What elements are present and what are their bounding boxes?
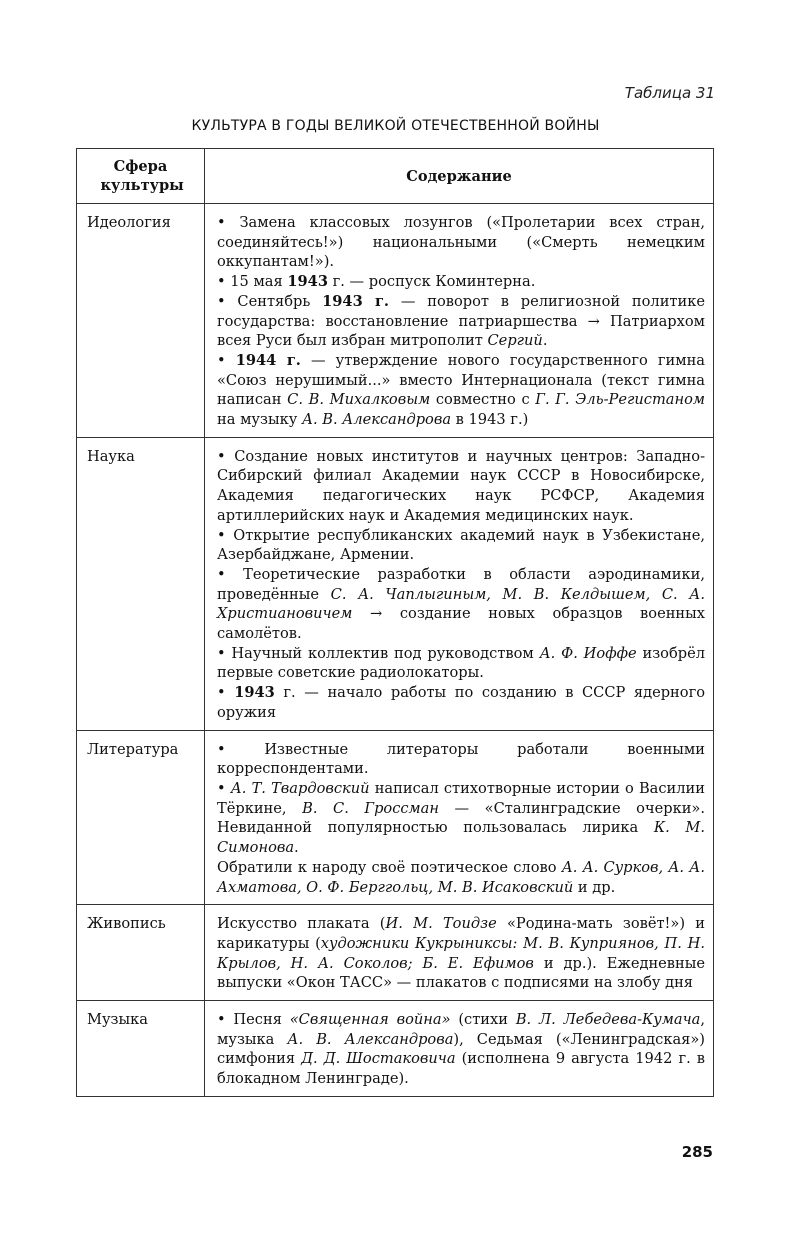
content-cell — [205, 1001, 714, 1097]
content-paragraph — [217, 213, 705, 272]
text-segment: • — [217, 684, 235, 702]
name-text: С. А. Чаплыгиным, М. В. Келдышем, С. А. Христиановичем — [217, 585, 705, 623]
table-row — [77, 437, 714, 730]
text-segment: и др.). Ежедневные выпуски «Окон ТАСС» — плакатов с подписями на злобу дня — [217, 954, 705, 992]
header-content: Содержание — [205, 149, 714, 204]
culture-table — [76, 148, 714, 1097]
content-paragraph — [217, 565, 705, 644]
text-segment: → создание новых образцов военных самолётов. — [217, 605, 705, 643]
text-segment: • Известные литераторы работали военными корреспондентами. — [217, 740, 705, 778]
sphere-cell: Музыка — [77, 1001, 205, 1097]
text-segment: . — [542, 332, 548, 350]
text-segment: • Песня — [217, 1011, 290, 1029]
text-segment: • — [217, 351, 236, 369]
text-segment: • Замена классовых лозунгов («Пролетарии всех стран, соединяйтесь!») национальными («Смерть немецким оккупантам!»). — [217, 214, 705, 271]
text-segment: совместно с — [430, 391, 536, 409]
text-segment: г. — роспуск Коминтерна. — [327, 273, 536, 291]
content-paragraph — [217, 447, 705, 526]
sphere-cell: Наука — [77, 437, 205, 730]
page-number: 285 — [681, 1143, 713, 1161]
text-segment: написал стихотворные истории о Василии Тёркине, — [217, 779, 706, 817]
content-paragraph — [217, 272, 705, 292]
name-text: С. В. Михалковым — [287, 391, 431, 409]
content-paragraph — [217, 1010, 705, 1089]
date-text: 1943 г. — [322, 292, 390, 310]
text-segment: • Теоретические разработки в области аэродинамики, проведённые — [217, 565, 705, 603]
table-body — [77, 204, 714, 1097]
text-segment: • Открытие республиканских академий наук в Узбекистане, Азербайджане, Армении. — [217, 526, 705, 564]
text-segment: Обратили к народу своё поэтическое слово — [217, 858, 562, 876]
name-text: художники Кукрыниксы: М. В. Куприянов, П. Н. Крылов, Н. А. Соколов; Б. Е. Ефимов — [217, 934, 705, 972]
table-label: Таблица 31 — [624, 84, 715, 102]
date-text: 1943 — [234, 684, 275, 702]
table-title: КУЛЬТУРА В ГОДЫ ВЕЛИКОЙ ОТЕЧЕСТВЕННОЙ ВОЙНЫ — [191, 118, 600, 134]
text-segment: — поворот в религиозной политике государства: восстановление патриаршества → Патриархом всея Руси был избран митрополит — [217, 292, 705, 350]
date-text: 1943 — [287, 273, 328, 291]
text-segment: ), Седьмая («Ленинградская») симфония — [217, 1030, 705, 1068]
name-text: А. В. Александрова — [301, 411, 452, 429]
header-sphere — [77, 149, 205, 204]
content-paragraph — [217, 644, 705, 683]
content-cell — [205, 730, 714, 905]
table-row — [77, 905, 714, 1001]
content-paragraph — [217, 858, 705, 897]
text-segment: на музыку — [217, 411, 302, 429]
text-segment: (стихи — [450, 1011, 516, 1029]
text-segment: (исполнена 9 августа 1942 г. в блокадном Ленинграде). — [217, 1050, 705, 1088]
text-segment: • — [217, 779, 231, 797]
text-segment: — утверждение нового государственного гимна «Союз нерушимый...» вместо Интернационала (текст гимна написан — [217, 351, 705, 409]
text-segment: г. — начало работы по созданию в СССР ядерного оружия — [217, 684, 706, 721]
table-header-row — [77, 149, 714, 204]
content-paragraph — [217, 740, 705, 779]
content-paragraph — [217, 351, 705, 430]
header-sphere-text: Сфера культуры — [100, 158, 184, 194]
content-paragraph — [217, 292, 705, 351]
name-text: К. М. Симонова — [217, 819, 705, 857]
text-segment: • Научный коллектив под руководством — [217, 644, 540, 662]
name-text: Сергий — [487, 332, 543, 350]
name-text: И. М. Тоидзе — [385, 915, 497, 933]
text-segment: , музыка — [217, 1011, 705, 1048]
sphere-cell: Идеология — [77, 204, 205, 438]
text-segment: • Сентябрь — [217, 292, 323, 310]
name-text: «Священная война» — [289, 1011, 451, 1029]
text-segment: и др. — [573, 878, 616, 896]
name-text: А. Ф. Иоффе — [539, 644, 637, 662]
text-segment: Искусство плаката ( — [217, 915, 386, 933]
sphere-cell: Живопись — [77, 905, 205, 1001]
name-text: А. Т. Твардовский — [230, 779, 370, 797]
text-segment: . — [294, 839, 299, 857]
text-segment: • 15 мая — [217, 273, 288, 291]
text-segment: «Родина-мать зовёт!») и карикатуры ( — [217, 915, 706, 952]
date-text: 1944 г. — [235, 351, 301, 369]
content-cell — [205, 437, 714, 730]
content-paragraph — [217, 526, 705, 565]
content-paragraph — [217, 779, 705, 858]
name-text: А. А. Сурков, А. А. Ахматова, О. Ф. Берггольц, М. В. Исаковский — [217, 858, 705, 896]
text-segment: — «Сталинградские очерки». Невиданной популярностью пользовалась лирика — [217, 799, 705, 837]
content-paragraph — [217, 683, 705, 722]
name-text: В. С. Гроссман — [302, 799, 439, 817]
sphere-cell: Литература — [77, 730, 205, 905]
name-text: Д. Д. Шостаковича — [301, 1050, 456, 1068]
text-segment: в 1943 г.) — [451, 411, 529, 429]
content-cell — [205, 905, 714, 1001]
text-segment: • Создание новых институтов и научных центров: Западно-Сибирский филиал Академии наук СССР в Новосибирске, Академия педагогических наук РСФСР, Академия артиллерийских наук и Академия медицинских наук. — [217, 447, 705, 524]
content-paragraph — [217, 914, 705, 993]
name-text: В. Л. Лебедева-Кумача — [515, 1011, 701, 1029]
name-text: А. В. Александрова — [287, 1030, 454, 1048]
table-row — [77, 730, 714, 905]
table-row — [77, 204, 714, 438]
name-text: Г. Г. Эль-Регистаном — [535, 391, 706, 409]
table-row — [77, 1001, 714, 1097]
text-segment: изобрёл первые советские радиолокаторы. — [217, 644, 705, 682]
content-cell — [205, 204, 714, 438]
